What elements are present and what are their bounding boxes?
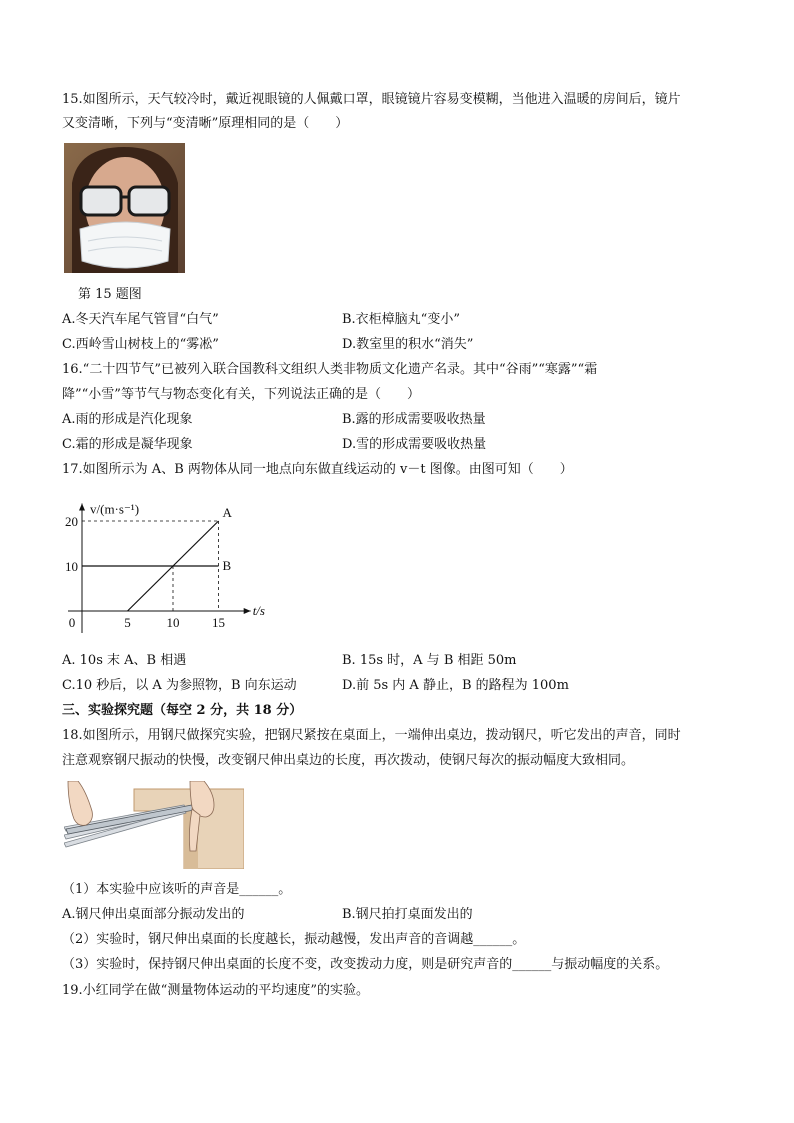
y-tick-label-10: 10 xyxy=(65,559,78,574)
q16-option-c: C.霜的形成是凝华现象 xyxy=(62,437,193,452)
q15-figure-caption: 第 15 题图 xyxy=(78,287,142,302)
q19-stem: 19.小红同学在做“测量物体运动的平均速度”的实验。 xyxy=(62,983,369,998)
q16-stem-line1: 16.“二十四节气”已被列入联合国教科文组织人类非物质文化遗产名录。其中“谷雨”“寒露”“霜 xyxy=(62,362,598,377)
y-axis-label: v/(m·s⁻¹) xyxy=(90,501,140,517)
q18-stem-line1: 18.如图所示，用钢尺做探究实验，把钢尺紧按在桌面上，一端伸出桌边，拨动钢尺，听它发出的声音，同时 xyxy=(62,728,681,743)
q18-sub1-option-a: A.钢尺伸出桌面部分振动发出的 xyxy=(62,907,245,922)
q18-sub2: （2）实验时，钢尺伸出桌面的长度越长，振动越慢，发出声音的音调越______。 xyxy=(62,932,526,947)
q18-sub3: （3）实验时，保持钢尺伸出桌面的长度不变，改变拨动力度，则是研究声音的______与振动幅度的关系。 xyxy=(62,957,669,972)
x-tick-label-15: 15 xyxy=(212,615,225,630)
x-tick-label-5: 5 xyxy=(124,615,131,630)
q18-sub1-option-b: B.钢尺拍打桌面发出的 xyxy=(342,907,473,922)
q16-stem-line2: 降”“小雪”等节气与物态变化有关，下列说法正确的是（ ） xyxy=(62,387,420,402)
q16-option-d: D.雪的形成需要吸收热量 xyxy=(342,437,487,452)
q15-photo-masked-person xyxy=(64,143,185,273)
y-tick-label-20: 20 xyxy=(65,514,78,529)
q15-option-d: D.教室里的积水“消失” xyxy=(342,337,474,352)
series-label-A: A xyxy=(222,505,232,520)
q18-stem-line2: 注意观察钢尺振动的快慢，改变钢尺伸出桌边的长度，再次拨动，使钢尺每次的振动幅度大致相同。 xyxy=(62,753,635,768)
q18-ruler-experiment-illustration xyxy=(64,781,244,869)
q16-option-b: B.露的形成需要吸收热量 xyxy=(342,412,486,427)
q17-option-d: D.前 5s 内 A 静止，B 的路程为 100m xyxy=(342,678,569,693)
series-label-B: B xyxy=(222,558,232,573)
y-axis-arrow xyxy=(79,504,85,511)
origin-label: 0 xyxy=(68,615,76,630)
q15-option-a: A.冬天汽车尾气管冒“白气” xyxy=(62,312,219,327)
q15-stem-line1: 15.如图所示，天气较冷时，戴近视眼镜的人佩戴口罩，眼镜镜片容易变模糊，当他进入温暖的房间后，镜片 xyxy=(62,92,681,107)
section3-title: 三、实验探究题（每空 2 分，共 18 分） xyxy=(62,703,303,718)
q17-stem: 17.如图所示为 A、B 两物体从同一地点向东做直线运动的 v－t 图像。由图可知（ ） xyxy=(62,462,573,477)
x-axis-label: t/s xyxy=(252,603,265,618)
q17-option-c: C.10 秒后，以 A 为参照物，B 向东运动 xyxy=(62,678,297,693)
q16-option-a: A.雨的形成是汽化现象 xyxy=(62,412,193,427)
q17-option-a: A. 10s 末 A、B 相遇 xyxy=(62,653,187,668)
q18-sub1: （1）本实验中应该听的声音是______。 xyxy=(62,882,292,897)
x-axis-arrow xyxy=(244,608,251,614)
q17-option-b: B. 15s 时，A 与 B 相距 50m xyxy=(342,653,517,668)
x-tick-label-10: 10 xyxy=(166,615,180,630)
q15-option-b: B.衣柜樟脑丸“变小” xyxy=(342,312,460,327)
q17-vt-chart xyxy=(62,485,302,645)
q15-option-c: C.西岭雪山树枝上的“雾凇” xyxy=(62,337,219,352)
q15-stem-line2: 又变清晰，下列与“变清晰”原理相同的是（ ） xyxy=(62,116,349,131)
